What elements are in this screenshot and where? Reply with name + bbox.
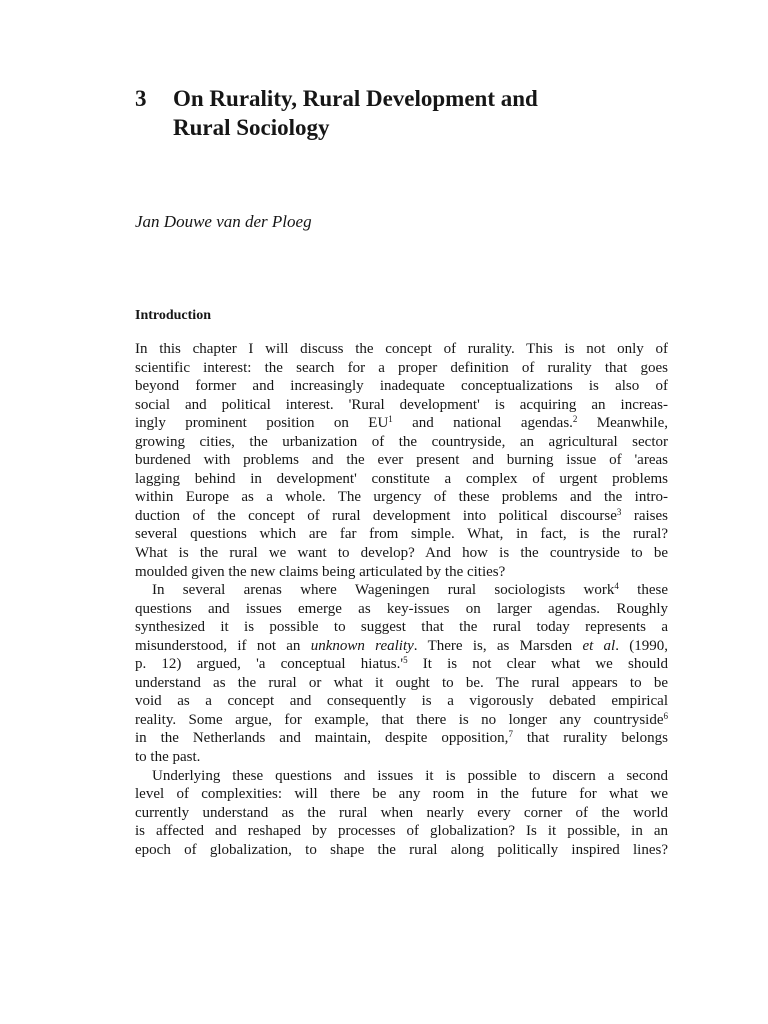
chapter-number: 3 bbox=[135, 86, 147, 111]
text-line: epoch of globalization, to shape the rural along politically inspired lines? bbox=[135, 841, 668, 858]
text-line: In this chapter I will discuss the concept of rurality. This is not only of bbox=[135, 341, 668, 357]
text-line: In several arenas where Wageningen rural sociologists work$^4$ these bbox=[152, 581, 668, 599]
text-line: reality. Some argue, for example, that there is no longer any countryside$^6$ bbox=[135, 710, 668, 728]
text-line: synthesized it is possible to suggest that the rural today represents a bbox=[135, 619, 668, 636]
text-line: moulded given the new claims being articulated by the cities? bbox=[135, 563, 506, 580]
footnote-marker: 5 bbox=[403, 655, 408, 666]
text-line: duction of the concept of rural development into political discourse$^3$ raises bbox=[135, 506, 668, 524]
text-line: questions and issues emerge as key-issues on larger agendas. Roughly bbox=[135, 600, 668, 617]
text-line: beyond former and increasingly inadequate conceptualizations is also of bbox=[135, 378, 668, 395]
author-name: Jan Douwe van der Ploeg bbox=[135, 212, 312, 231]
text-line: scientific interest: the search for a proper definition of rurality that goes bbox=[135, 359, 668, 376]
text-line: currently understand as the rural when nearly every corner of the world bbox=[135, 804, 668, 821]
text-line: level of complexities: will there be any room in the future for what we bbox=[135, 786, 668, 803]
text-line: ingly prominent position on $EU^1$ and national agendas.$^2$ Meanwhile, bbox=[135, 414, 668, 432]
text-line: growing cities, the urbanization of the countryside, an agricultural sector bbox=[135, 433, 668, 450]
chapter-title-line-1: On Rurality, Rural Development and bbox=[173, 86, 538, 111]
text-line: several questions which are far from simple. What, in fact, is the rural? bbox=[135, 526, 668, 543]
text-line: Underlying these questions and issues it is possible to discern a second bbox=[152, 767, 668, 784]
footnote-marker: 2 bbox=[572, 414, 578, 425]
footnote-marker: 7 bbox=[508, 729, 513, 740]
text-line: to the past. bbox=[135, 749, 201, 766]
body-text bbox=[135, 340, 668, 859]
text-line: social and political interest. 'Rural development' is acquiring an increas- bbox=[135, 396, 668, 413]
chapter-title bbox=[173, 84, 693, 142]
text-line: void as a concept and consequently is a vigorously debated empirical bbox=[135, 693, 668, 710]
text-line: misunderstood, if not an unknown reality. There is, as Marsden et al. (1990, bbox=[135, 637, 669, 654]
text-line: is affected and reshaped by processes of globalization? Is it possible, in an bbox=[135, 823, 668, 840]
text-line: in the Netherlands and maintain, despite opposition,$^7$ that rurality belongs bbox=[135, 729, 668, 747]
section-heading: Introduction bbox=[135, 308, 211, 323]
footnote-marker: 6 bbox=[663, 710, 668, 721]
text-line: burdened with problems and the ever present and burning issue of 'areas bbox=[135, 452, 668, 469]
chapter-title-line-2: Rural Sociology bbox=[173, 115, 330, 140]
text-line: p. 12) argued, 'a conceptual $hiatus.'^5$ It is not clear what we should bbox=[135, 655, 668, 673]
text-line: lagging behind in development' constitute a complex of urgent problems bbox=[135, 470, 668, 487]
footnote-marker: 1 bbox=[388, 414, 393, 425]
footnote-marker: 3 bbox=[616, 506, 622, 517]
text-line: What is the rural we want to develop? And how is the countryside to be bbox=[135, 545, 668, 562]
footnote-marker: 4 bbox=[614, 581, 619, 592]
text-line: understand as the rural or what it ought to be. The rural appears to be bbox=[135, 674, 668, 691]
text-line: within Europe as a whole. The urgency of these problems and the intro- bbox=[135, 489, 668, 506]
